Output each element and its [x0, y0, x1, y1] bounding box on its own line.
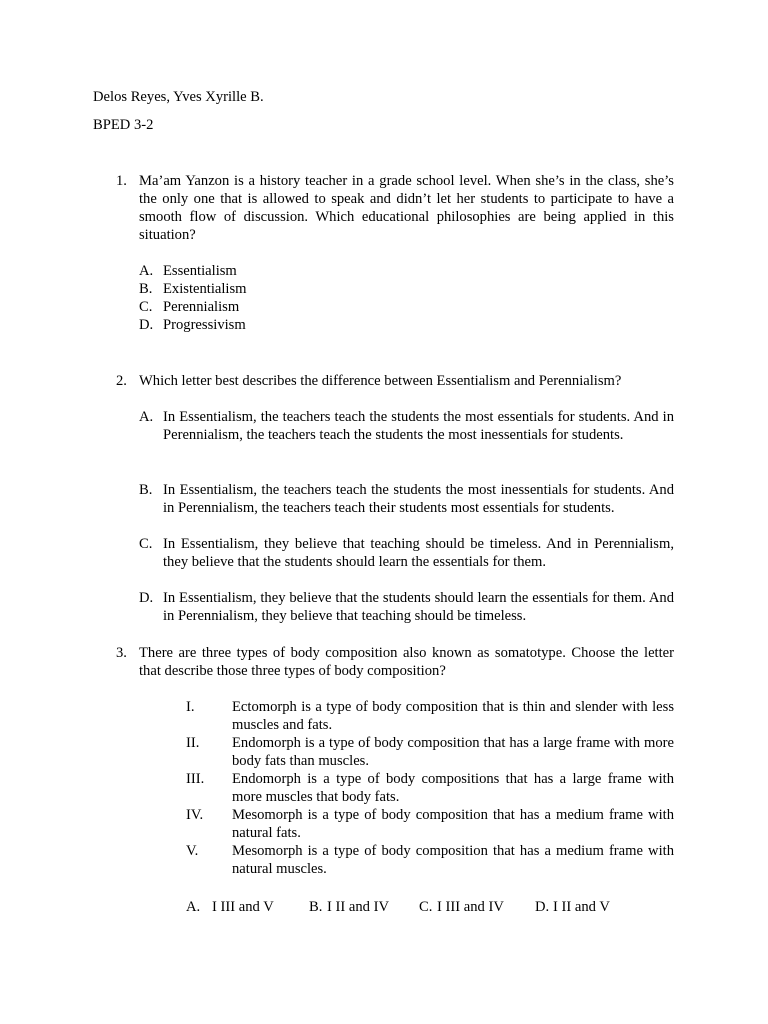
item-text: Mesomorph is a type of body composition that has a medium frame with natural muscles. [232, 843, 674, 877]
choice-letter: A. [139, 263, 154, 279]
choice-letter: D. [535, 899, 550, 915]
choice-text: Perennialism [163, 299, 240, 315]
choice-text: I II and V [553, 899, 610, 915]
roman-numeral: IV. [186, 807, 204, 823]
question-number: 1. [116, 173, 127, 189]
question-text: There are three types of body composition also known as somatotype. Choose the letter that describe those three types of body composition? [139, 645, 674, 679]
student-name: Delos Reyes, Yves Xyrille B. [93, 89, 264, 105]
choice-letter: D. [139, 317, 154, 333]
student-section: BPED 3-2 [93, 117, 154, 133]
question-text: Ma’am Yanzon is a history teacher in a grade school level. When she’s in the class, she’s the only one that is allowed to speak and didn’t let her students to participate to have a smooth flow of discussion. Which educational philosophies are being applied in this situation? [139, 173, 674, 243]
item-text: Mesomorph is a type of body composition that has a medium frame with natural fats. [232, 807, 674, 841]
item-text: Ectomorph is a type of body composition that is thin and slender with less muscles and fats. [232, 699, 674, 733]
choice-text: In Essentialism, they believe that teaching should be timeless. And in Perennialism, they believe that the students should learn the essentials for them. [163, 536, 674, 570]
choice-letter: D. [139, 590, 154, 606]
choice-text: Essentialism [163, 263, 237, 279]
question-number: 3. [116, 645, 127, 661]
question-number: 2. [116, 373, 127, 389]
choice-letter: B. [309, 899, 323, 915]
choice-letter: C. [419, 899, 433, 915]
roman-numeral: V. [186, 843, 199, 859]
choice-letter: A. [186, 899, 201, 915]
roman-numeral: I. [186, 699, 195, 715]
choice-letter: C. [139, 536, 153, 552]
choice-letter: B. [139, 281, 153, 297]
roman-numeral: III. [186, 771, 205, 787]
choice-text: Progressivism [163, 317, 246, 333]
choice-text: In Essentialism, the teachers teach the students the most inessentials for students. And in Perennialism, the teachers teach their students most essentials for students. [163, 482, 674, 516]
item-text: Endomorph is a type of body composition that has a large frame with more body fats than muscles. [232, 735, 674, 769]
choice-text: Existentialism [163, 281, 247, 297]
choice-letter: A. [139, 409, 154, 425]
item-text: Endomorph is a type of body compositions that has a large frame with more muscles that body fats. [232, 771, 674, 805]
roman-numeral: II. [186, 735, 200, 751]
choice-text: In Essentialism, they believe that the students should learn the essentials for them. And in Perennialism, they believe that teaching should be timeless. [163, 590, 674, 624]
question-text: Which letter best describes the difference between Essentialism and Perennialism? [139, 373, 622, 389]
choice-letter: C. [139, 299, 153, 315]
choice-text: I II and IV [327, 899, 389, 915]
choice-text: I III and IV [437, 899, 504, 915]
choice-text: I III and V [212, 899, 274, 915]
choice-letter: B. [139, 482, 153, 498]
choice-text: In Essentialism, the teachers teach the students the most essentials for students. And in Perennialism, the teachers teach the students the most inessentials for students. [163, 409, 674, 443]
